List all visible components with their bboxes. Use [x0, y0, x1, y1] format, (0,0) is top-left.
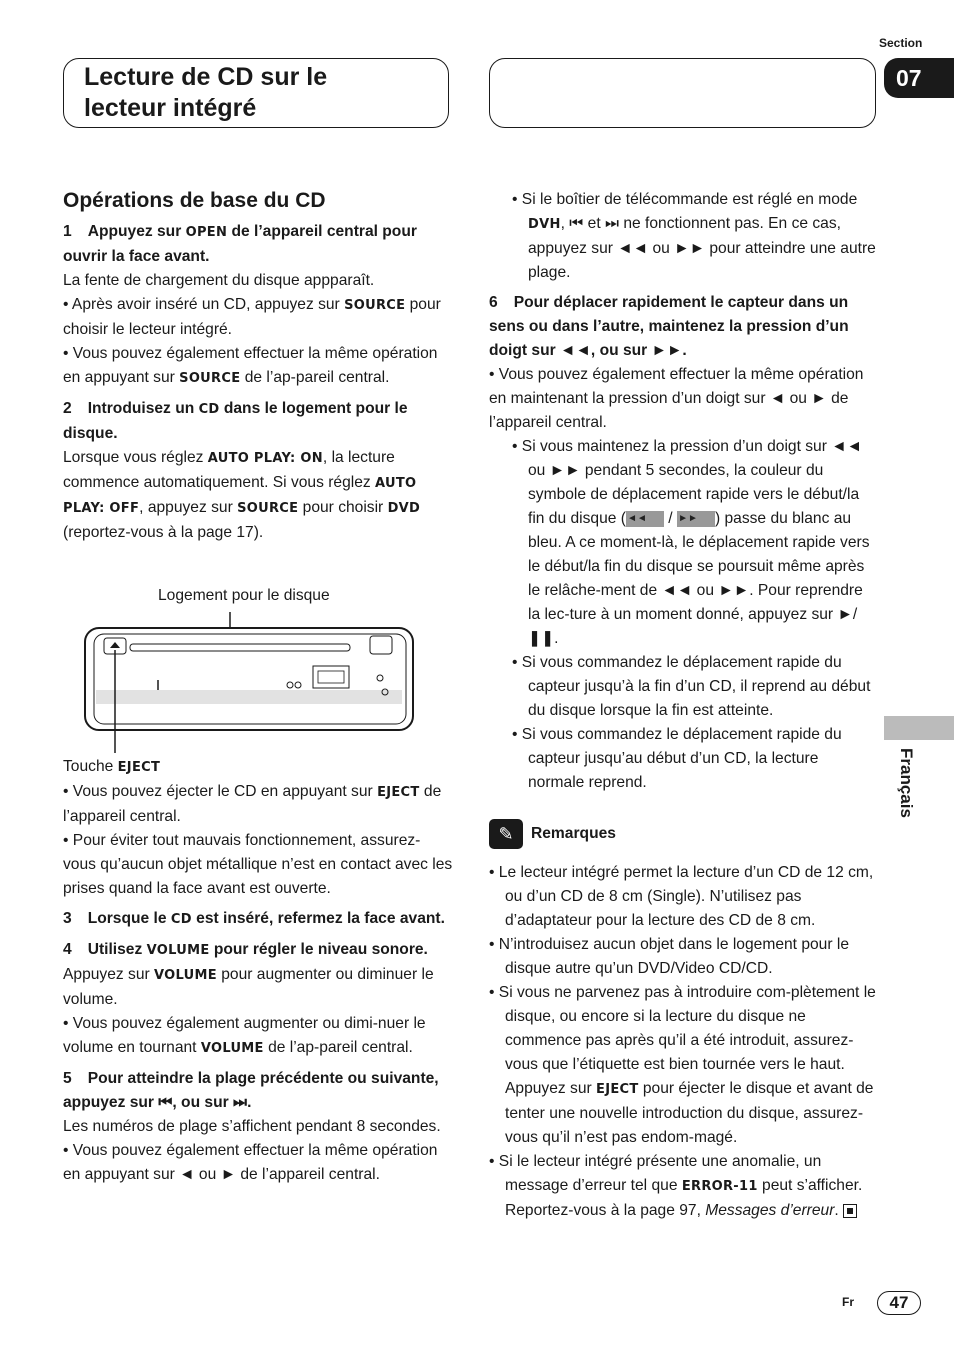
pencil-icon: ✎ — [489, 819, 523, 849]
note-4: • Si le lecteur intégré présente une anomalie, un message d’erreur tel que ERROR-11 peut s’afficher. Reportez-vous à la page 97, Messages d’erreur. — [489, 1153, 863, 1219]
section-heading: Opérations de base du CD — [63, 189, 326, 212]
note-3: • Si vous ne parvenez pas à introduire com-plètement le disque, ou encore si la lecture du disque ne commence pas après qu’il a été introduit, assurez-vous que l’étiquette est bien tournée vers le haut. — [489, 984, 876, 1073]
step-6: 6 Pour déplacer rapidement le capteur dans un sens ou dans l’autre, maintenez la pression d’un doigt sur ◄◄, ou sur ►►. — [489, 294, 849, 359]
diagram-label-disc-slot: Logement pour le disque — [158, 587, 330, 604]
step-4-bullet: • Vous pouvez également augmenter ou dimi-nuer le volume en tournant VOLUME de l’ap-pareil central. — [63, 1015, 426, 1056]
step-3: 3 Lorsque le CD est inséré, refermez la face avant. — [63, 910, 445, 927]
fast-forward-symbol-icon: ►► — [677, 511, 715, 527]
section-number-badge: 07 — [884, 58, 954, 98]
note-2: • N’introduisez aucun objet dans le logement pour le disque autre qu’un DVD/Video CD/CD. — [489, 936, 850, 977]
left-column-lower — [63, 755, 453, 1187]
page-number: 47 — [877, 1291, 921, 1315]
step-1-bullet-2: • Vous pouvez également effectuer la même opération en appuyant sur SOURCE de l’ap-pareil central. — [63, 345, 438, 386]
eject-bullet-2: • Pour éviter tout mauvais fonctionnement, assurez-vous qu’aucun objet métallique n’est en contact avec les prises quand la face avant est ouverte. — [63, 832, 453, 897]
diagram-label-eject: Touche EJECT — [63, 758, 161, 775]
chapter-title-line1: Lecture de CD sur le — [84, 63, 328, 91]
section-label: Section — [879, 36, 923, 50]
chapter-title-line2: lecteur intégré — [84, 94, 257, 122]
notes-header — [489, 819, 877, 849]
step-6-bullet-3: • Si vous commandez le déplacement rapide du capteur jusqu’à la fin d’un CD, il reprend au début du disque lorsque la fin est atteinte. — [512, 654, 871, 719]
note-1: • Le lecteur intégré permet la lecture d’un CD de 12 cm, ou d’un CD de 8 cm (Single). N’utilisez pas d’adaptateur pour la lecture des CD de 8 cm. — [489, 864, 874, 929]
step-6-bullet-2: • Si vous maintenez la pression d’un doigt sur ◄◄ ou ►► pendant 5 secondes, la couleur du symbole de déplacement rapide vers le début/la fin du disque (◄◄ / ►► ) passe du blanc au bleu. A ce moment-là, le déplacement rapide vers le début/la fin du disque se poursuit même après le relâche-ment de ◄◄ ou ►►. Pour reprendre la lec-ture à un moment donné, appuyez sur ►/❚❚. — [512, 438, 870, 647]
step-6-bullet-1: • Vous pouvez également effectuer la même opération en maintenant la pression d’un doigt sur ◄ ou ► de l’appareil central. — [489, 366, 864, 431]
step-5-bullet: • Vous pouvez également effectuer la même opération en appuyant sur ◄ ou ► de l’appareil central. — [63, 1142, 438, 1183]
step-4: 4 Utilisez VOLUME pour régler le niveau sonore. — [63, 941, 428, 958]
head-unit-diagram — [80, 608, 420, 756]
step-5: 5 Pour atteindre la plage précédente ou suivante, appuyez sur ⏮, ou sur ⏭. — [63, 1070, 439, 1111]
left-column — [63, 188, 453, 545]
chapter-title-box — [63, 58, 449, 128]
note-3-continued: Appuyez sur EJECT pour éjecter le disque et avant de tenter une nouvelle introduction du disque, assurez-vous qu’il n’est pas endom-magé. — [505, 1080, 874, 1146]
remote-bullet: • Si le boîtier de télécommande est réglé en mode DVH, ⏮ et ⏭ ne fonctionnent pas. En ce cas, appuyez sur ◄◄ ou ►► pour atteindre une autre plage. — [512, 191, 876, 281]
step-2: 2 Introduisez un CD dans le logement pour le disque. — [63, 400, 408, 442]
rewind-symbol-icon: ◄◄ — [626, 511, 664, 527]
step-1: 1 Appuyez sur OPEN de l’appareil central pour ouvrir la face avant. — [63, 223, 417, 265]
empty-header-box — [489, 58, 876, 128]
step-4-text: Appuyez sur VOLUME pour augmenter ou diminuer le volume. — [63, 966, 434, 1008]
step-6-bullet-4: • Si vous commandez le déplacement rapide du capteur jusqu’au début d’un CD, la lecture normale reprend. — [512, 726, 842, 791]
step-1-bullet-1: • Après avoir inséré un CD, appuyez sur SOURCE pour choisir le lecteur intégré. — [63, 296, 441, 338]
right-column — [489, 188, 877, 1223]
step-1-text: La fente de chargement du disque appparaît. — [63, 272, 375, 289]
end-mark-icon — [843, 1204, 857, 1218]
eject-bullet-1: • Vous pouvez éjecter le CD en appuyant sur EJECT de l’appareil central. — [63, 783, 442, 825]
notes-title: Remarques — [531, 825, 616, 842]
language-tab-marker — [884, 716, 954, 740]
language-label: Français — [897, 748, 916, 818]
step-5-text: Les numéros de plage s’affichent pendant 8 secondes. — [63, 1118, 441, 1135]
step-2-text: Lorsque vous réglez AUTO PLAY: ON, la lecture commence automatiquement. Si vous réglez AUTO PLAY: OFF, appuyez sur SOURCE pour choisir DVD (reportez-vous à la page 17). — [63, 449, 421, 541]
language-code: Fr — [842, 1295, 854, 1309]
